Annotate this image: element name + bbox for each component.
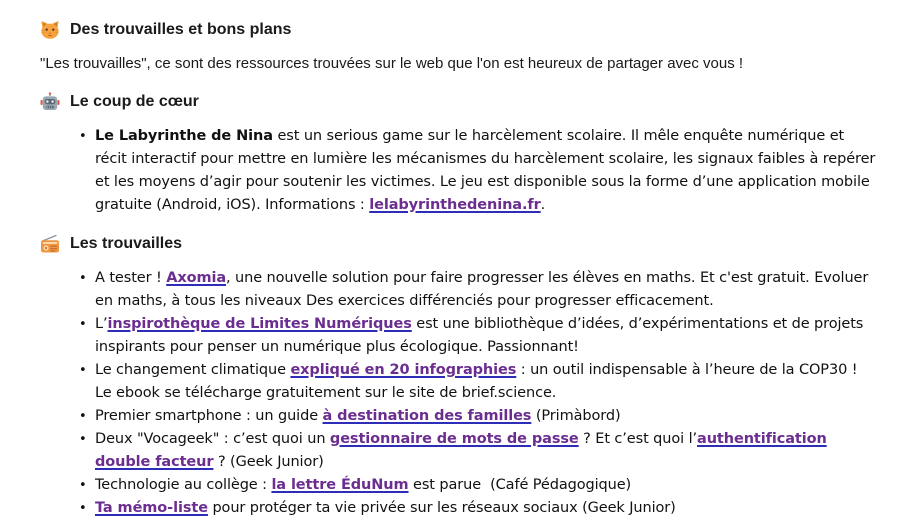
robot-icon <box>40 92 60 112</box>
list-item <box>95 125 876 217</box>
inline-link[interactable]: authentification double facteur <box>95 431 827 470</box>
text-segment: est parue (Café Pédagogique) <box>408 477 632 493</box>
trouvailles-list <box>40 267 876 520</box>
text-segment: . <box>540 197 546 213</box>
cat-face-icon <box>40 20 60 40</box>
section-heading-coup-de-coeur <box>40 91 876 113</box>
list-item <box>95 313 876 359</box>
inline-link[interactable]: gestionnaire de mots de passe <box>329 431 579 447</box>
inline-link[interactable]: inspirothèque de Limites Numériques <box>107 316 412 332</box>
inline-link[interactable]: expliqué en 20 infographies <box>290 362 517 378</box>
list-item <box>95 428 876 474</box>
text-segment: L’ <box>95 316 108 332</box>
inline-link[interactable]: Ta mémo-liste <box>95 500 208 516</box>
list-item <box>95 405 876 428</box>
inline-link[interactable]: lelabyrinthedenina.fr <box>369 197 541 213</box>
text-segment: ? Et c’est quoi l’ <box>578 431 698 447</box>
text-segment: : un outil indispensable à l’heure de la COP30 ! Le ebook se télécharge gratuitement sur le site de brief.science. <box>95 362 858 401</box>
text-segment: Premier smartphone : un guide <box>95 408 323 424</box>
text-segment: Technologie au collège : <box>95 477 272 493</box>
list-item <box>95 497 876 520</box>
radio-icon <box>40 234 60 254</box>
text-segment: A tester ! <box>95 270 167 286</box>
page-title-text: Des trouvailles et bons plans <box>70 21 292 38</box>
text-segment: ? (Geek Junior) <box>213 454 324 470</box>
section-heading-trouvailles <box>40 233 876 255</box>
text-segment: pour protéger ta vie privée sur les réseaux sociaux (Geek Junior) <box>207 500 676 516</box>
inline-link[interactable]: à destination des familles <box>322 408 532 424</box>
text-segment: est un serious game sur le harcèlement scolaire. Il mêle enquête numérique et récit interactif pour mettre en lumière les mécanismes du harcèlement scolaire, les signaux faibles à repérer et les moyens d’agir pour soutenir les victimes. Le jeu est disponible sous la forme d’une application mobile gratuite (Android, iOS). Informations : <box>95 128 876 213</box>
intro-text: "Les trouvailles", ce sont des ressources trouvées sur le web que l'on est heureux de partager avec vous ! <box>40 55 744 72</box>
text-segment: Le changement climatique <box>95 362 291 378</box>
inline-link[interactable]: Axomia <box>166 270 227 286</box>
coup-de-coeur-list <box>40 125 876 217</box>
text-segment: Le Labyrinthe de Nina <box>95 128 273 144</box>
section-title: Le coup de cœur <box>70 93 199 110</box>
text-segment: (Primàbord) <box>531 408 621 424</box>
list-item <box>95 267 876 313</box>
text-segment: Deux "Vocageek" : c’est quoi un <box>95 431 330 447</box>
section-title: Les trouvailles <box>70 235 183 252</box>
inline-link[interactable]: la lettre ÉduNum <box>271 477 409 493</box>
page-title <box>40 19 876 41</box>
text-segment: , une nouvelle solution pour faire progresser les élèves en maths. Et c'est gratuit. Evoluer en maths, à tous les niveaux Des exercices différenciés pour progresser efficacement. <box>95 270 869 309</box>
list-item <box>95 474 876 497</box>
list-item <box>95 359 876 405</box>
text-segment: est une bibliothèque d’idées, d’expérimentations et de projets inspirants pour penser un numérique plus écologique. Passionnant! <box>95 316 864 355</box>
